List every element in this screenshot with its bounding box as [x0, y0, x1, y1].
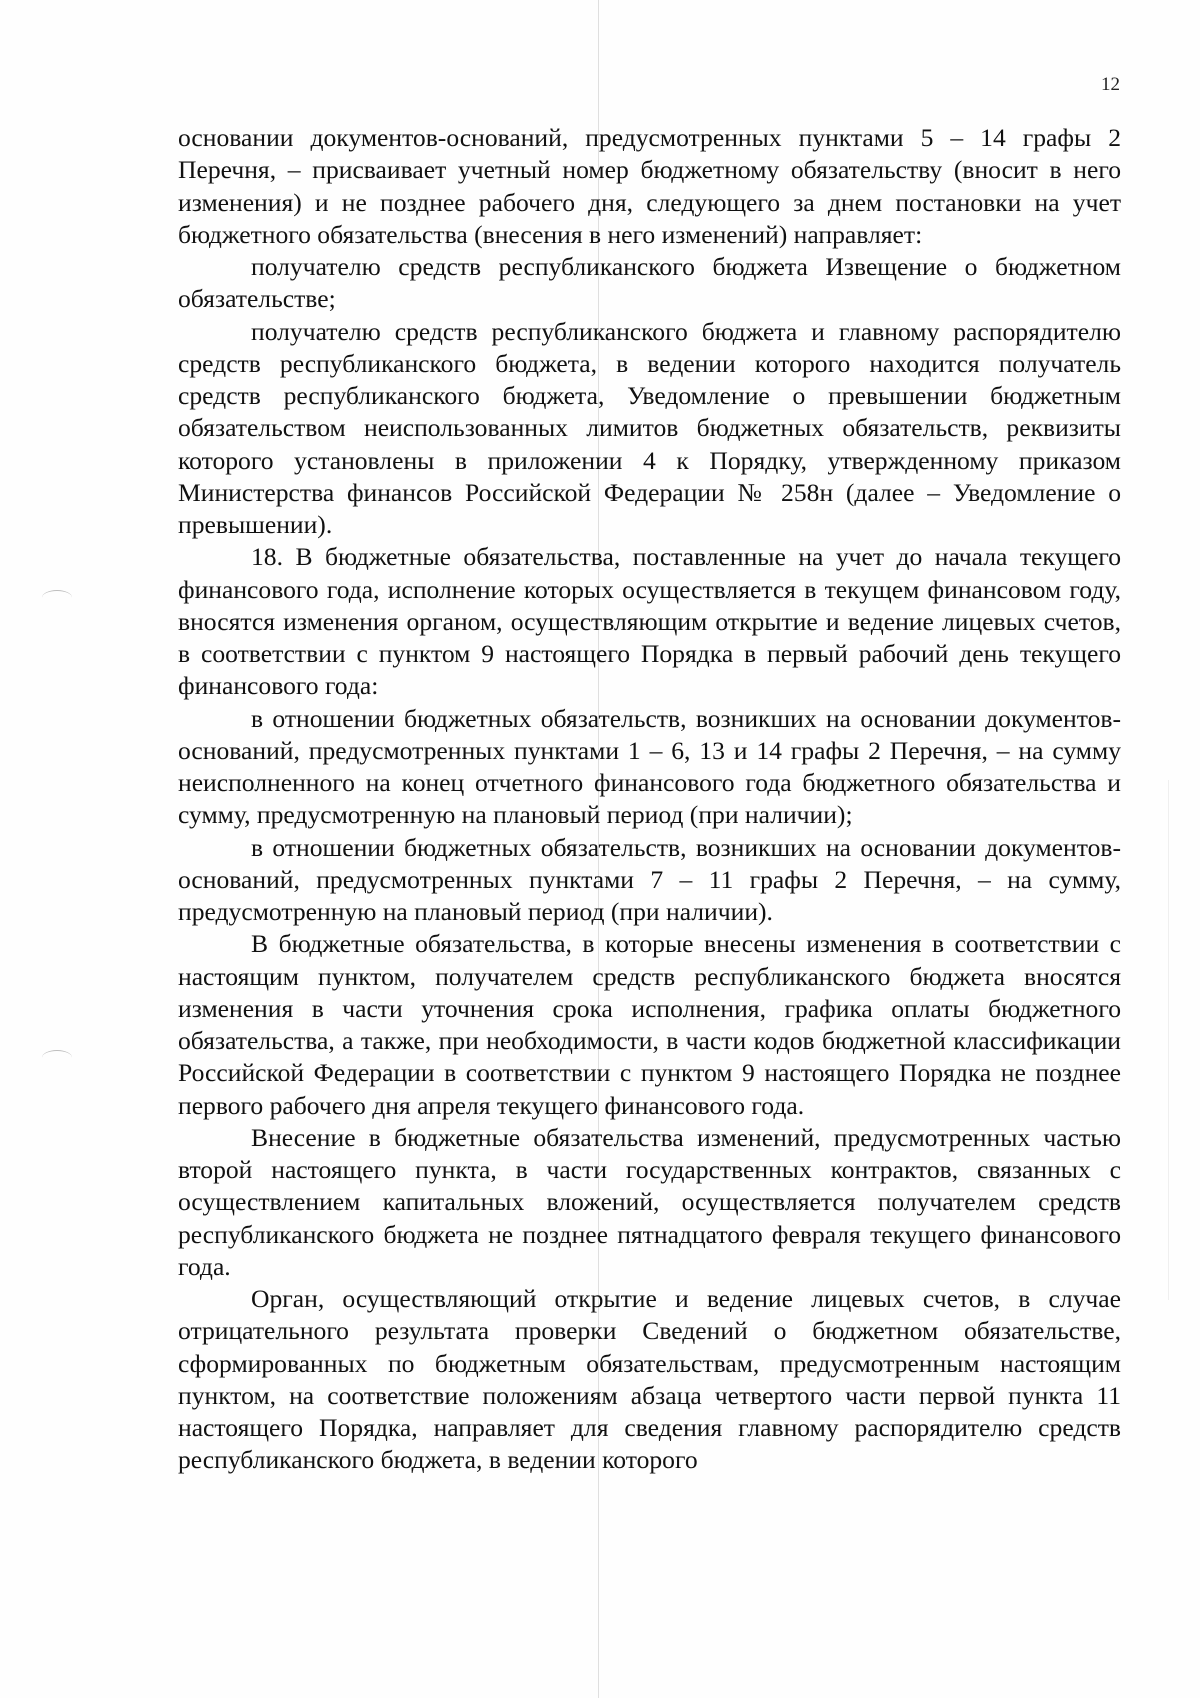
paragraph: В бюджетные обязательства, в которые внесены изменения в соответствии с настоящим пунктом, получателем средств республиканского бюджета вносятся изменения в части уточнения срока исполнения, графика оплаты бюджетного обязательства, а также, при необходимости, в части кодов бюджетной классификации Российской Федерации в соответствии с пунктом 9 настоящего Порядка не позднее первого рабочего дня апреля текущего финансового года.: [178, 929, 1121, 1120]
paragraph: основании документов-оснований, предусмотренных пунктами 5 – 14 графы 2 Перечня, – присваивает учетный номер бюджетному обязательству (вносит в него изменения) и не позднее рабочего дня, следующего за днем постановки на учет бюджетного обязательства (внесения в него изменений) направляет:: [178, 123, 1121, 249]
paragraph: в отношении бюджетных обязательств, возникших на основании документов-оснований, предусмотренных пунктами 1 – 6, 13 и 14 графы 2 Перечня, – на сумму неисполненного на конец отчетного финансового года бюджетного обязательства и сумму, предусмотренную на плановый период (при наличии);: [178, 703, 1121, 830]
punch-hole-mark: [42, 1050, 72, 1065]
scan-edge-line: [1168, 780, 1169, 1300]
paragraph: 18. В бюджетные обязательства, поставленные на учет до начала текущего финансового года, исполнение которых осуществляется в текущем финансовом году, вносятся изменения органом, осуществляющим открытие и ведение лицевых счетов, в соответствии с пунктом 9 настоящего Порядка в первый рабочий день текущего финансового года:: [178, 542, 1121, 701]
paragraph: получателю средств республиканского бюджета и главному распорядителю средств республиканского бюджета, в ведении которого находится получатель средств республиканского бюджета, Уведомление о превышении бюджетным обязательством неиспользованных лимитов бюджетных обязательств, реквизиты которого установлены в приложении 4 к Порядку, утвержденному приказом Министерства финансов Российской Федерации № 258н (далее – Уведомление о превышении).: [178, 316, 1121, 539]
page-number: 12: [1101, 74, 1120, 95]
punch-hole-mark: [42, 590, 72, 605]
paragraph: Внесение в бюджетные обязательства изменений, предусмотренных частью второй настоящего пункта, в части государственных контрактов, связанных с осуществлением капитальных вложений, осуществляется получателем средств республиканского бюджета не позднее пятнадцатого февраля текущего финансового года.: [178, 1122, 1121, 1281]
paragraph: Орган, осуществляющий открытие и ведение лицевых счетов, в случае отрицательного результата проверки Сведений о бюджетном обязательстве, сформированных по бюджетным обязательствам, предусмотренным настоящим пунктом, на соответствие положениям абзаца четвертого части первой пункта 11 настоящего Порядка, направляет для сведения главному распорядителю средств республиканского бюджета, в ведении которого: [178, 1284, 1121, 1475]
paragraph: в отношении бюджетных обязательств, возникших на основании документов-оснований, предусмотренных пунктами 7 – 11 графы 2 Перечня, – на сумму, предусмотренную на плановый период (при наличии).: [178, 832, 1121, 926]
document-body: [178, 122, 1121, 1477]
paragraph: получателю средств республиканского бюджета Извещение о бюджетном обязательстве;: [178, 252, 1121, 314]
